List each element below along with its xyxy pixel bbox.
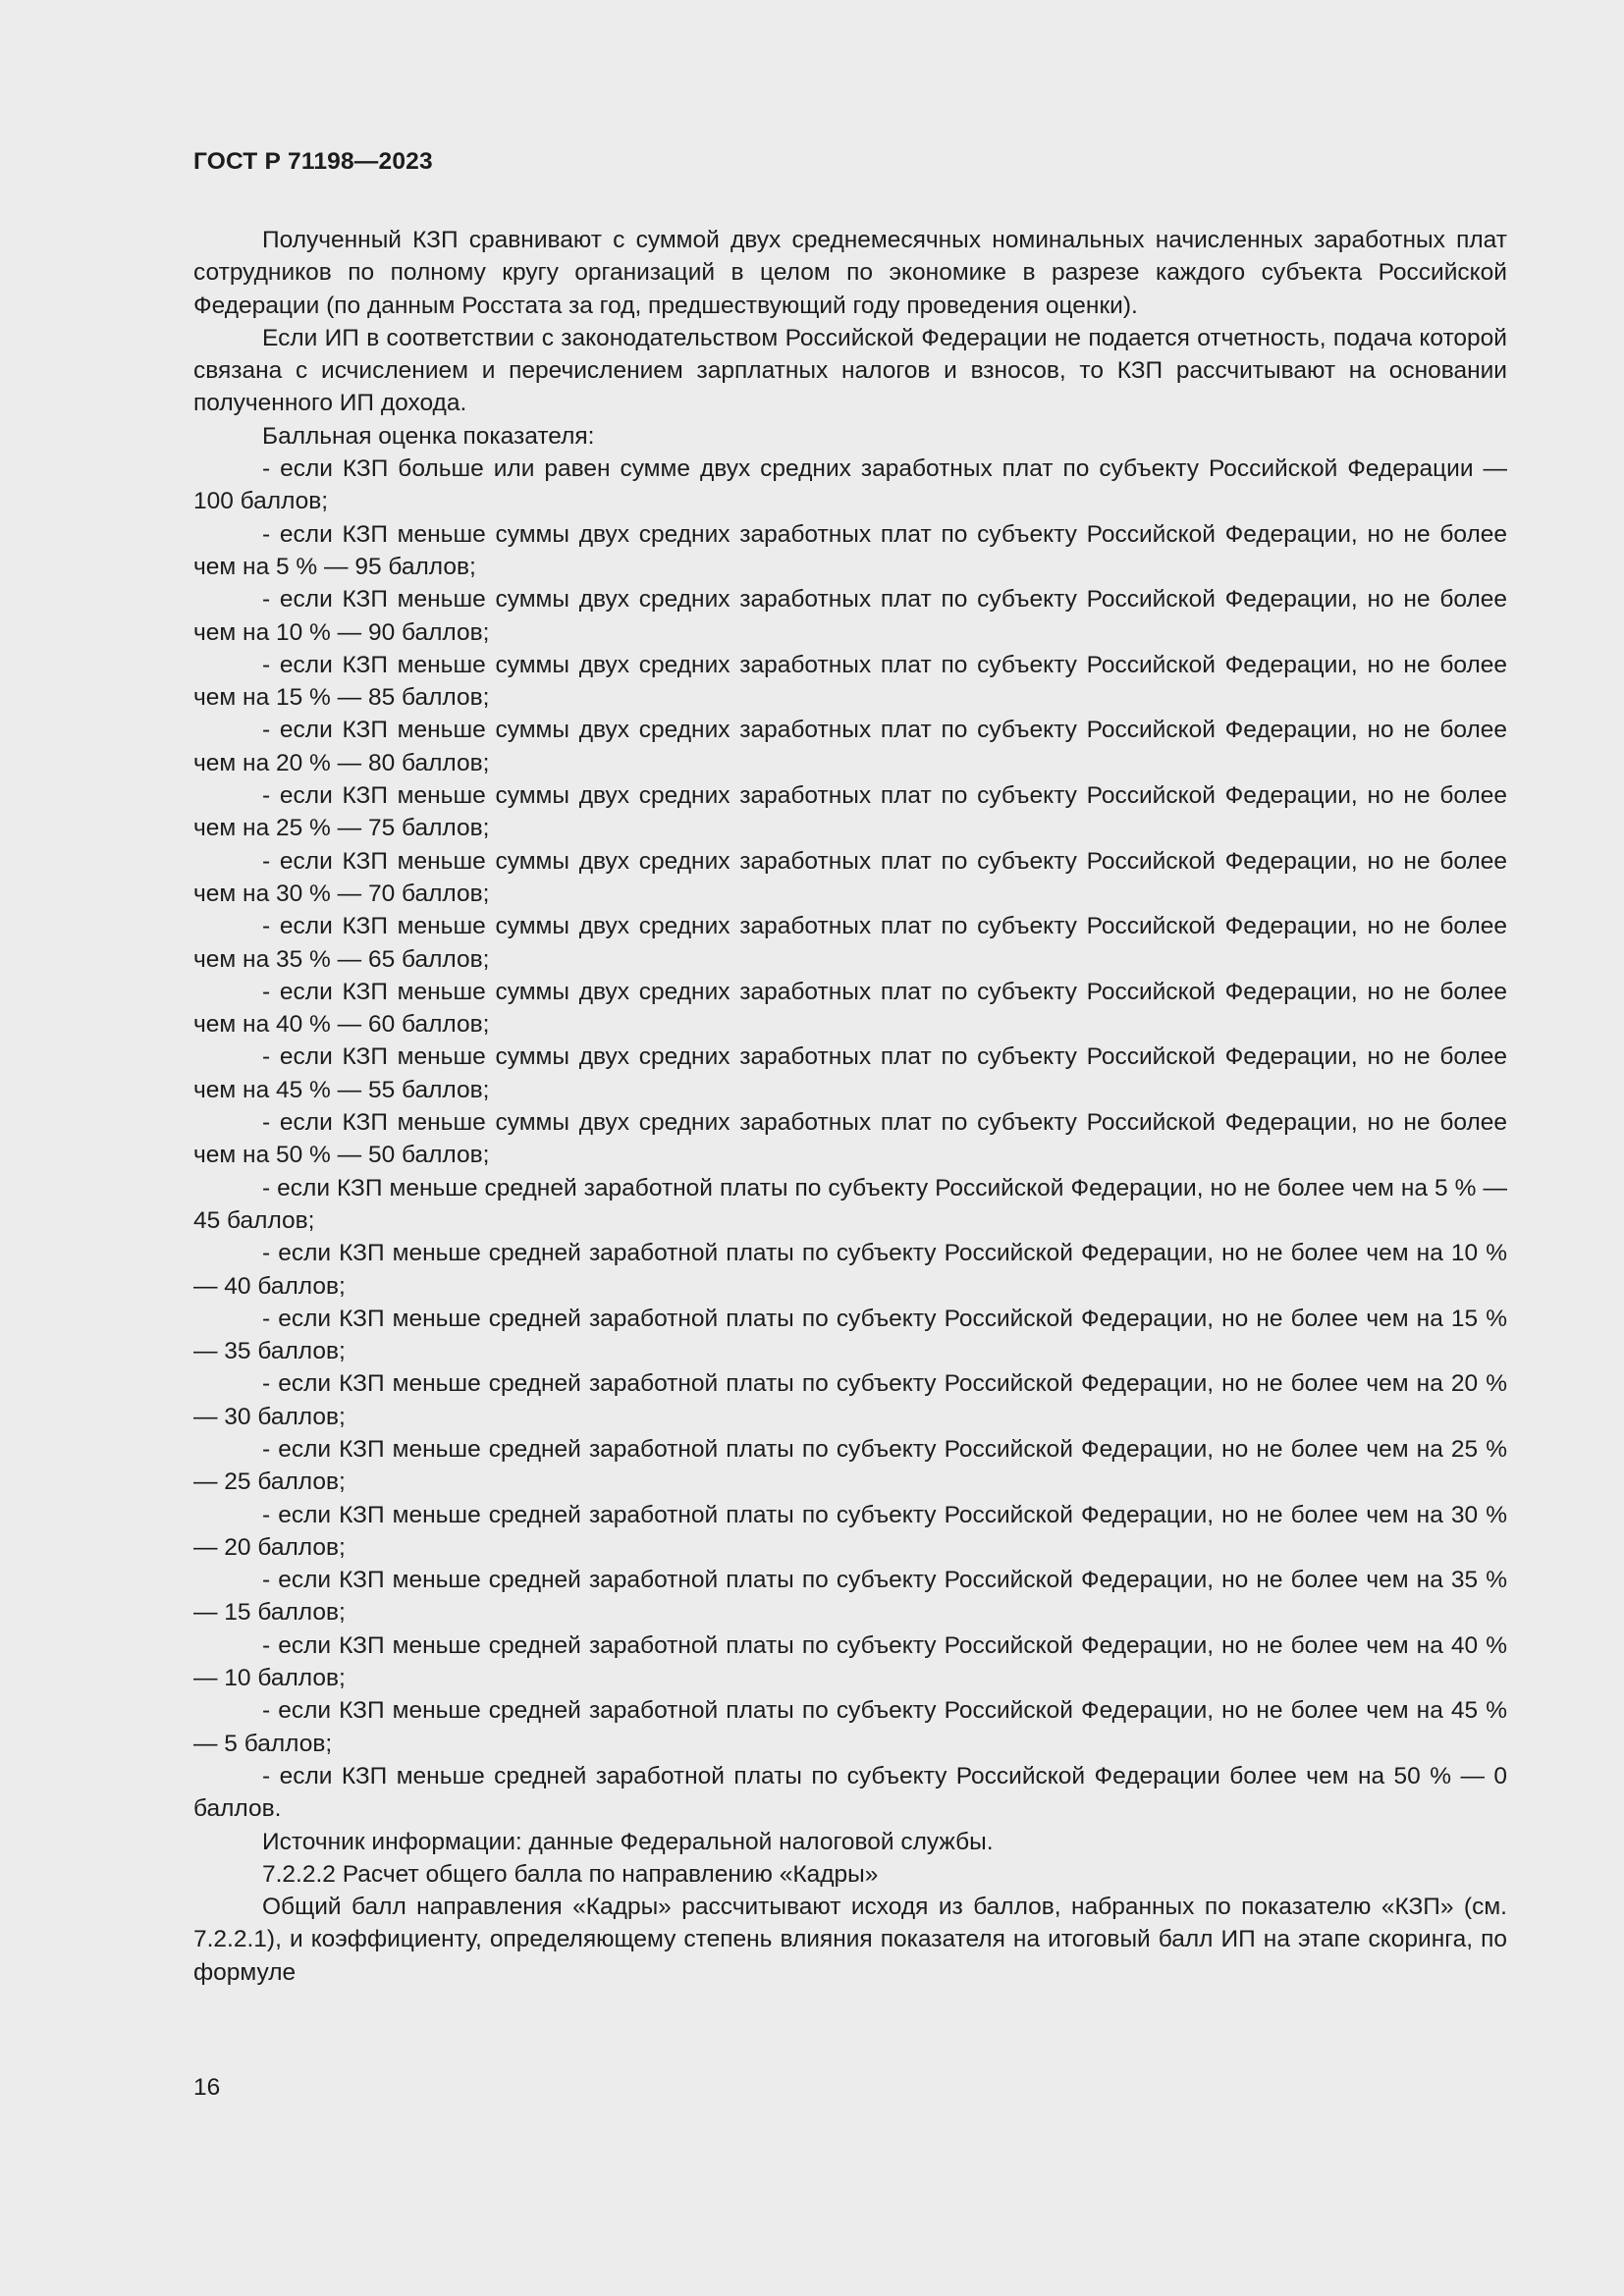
list-item: - если КЗП меньше суммы двух средних заработных плат по субъекту Российской Федерации, но не более чем на 25 % — 75 баллов;	[193, 782, 1507, 842]
list-item: - если КЗП меньше суммы двух средних заработных плат по субъекту Российской Федерации, но не более чем на 5 % — 95 баллов;	[193, 520, 1507, 580]
paragraph-info-source: Источник информации: данные Федеральной налоговой службы.	[262, 1828, 994, 1855]
list-item: - если КЗП меньше суммы двух средних заработных плат по субъекту Российской Федерации, но не более чем на 30 % — 70 баллов;	[193, 847, 1507, 907]
paragraph-no-reporting: Если ИП в соответствии с законодательством Российской Федерации не подается отчетность, подача которой связана с исчислением и перечислением зарплатных налогов и взносов, то КЗП рассчитывают на основании полученного ИП дохода.	[193, 324, 1507, 417]
list-item: - если КЗП меньше средней заработной платы по субъекту Российской Федерации, но не более чем на 30 % — 20 баллов;	[193, 1501, 1507, 1561]
list-item: - если КЗП больше или равен сумме двух средних заработных плат по субъекту Российской Федерации — 100 баллов;	[193, 455, 1507, 515]
list-item: - если КЗП меньше средней заработной платы по субъекту Российской Федерации, но не более чем на 35 % — 15 баллов;	[193, 1567, 1507, 1627]
list-item: - если КЗП меньше суммы двух средних заработных плат по субъекту Российской Федерации, но не более чем на 35 % — 65 баллов;	[193, 913, 1507, 973]
list-item: - если КЗП меньше средней заработной платы по субъекту Российской Федерации, но не более чем на 40 % — 10 баллов;	[193, 1631, 1507, 1692]
list-item: - если КЗП меньше суммы двух средних заработных плат по субъекту Российской Федерации, но не более чем на 10 % — 90 баллов;	[193, 586, 1507, 646]
list-item: - если КЗП меньше суммы двух средних заработных плат по субъекту Российской Федерации, но не более чем на 45 % — 55 баллов;	[193, 1043, 1507, 1103]
list-item: - если КЗП меньше средней заработной платы по субъекту Российской Федерации, но не более чем на 45 % — 5 баллов;	[193, 1697, 1507, 1757]
document-standard-code: ГОСТ Р 71198—2023	[193, 148, 433, 175]
list-item: - если КЗП меньше средней заработной платы по субъекту Российской Федерации, но не более чем на 10 % — 40 баллов;	[193, 1240, 1507, 1300]
list-item: - если КЗП меньше средней заработной платы по субъекту Российской Федерации более чем на 50 % — 0 баллов.	[193, 1762, 1507, 1823]
paragraph-total-score: Общий балл направления «Кадры» рассчитывают исходя из баллов, набранных по показателю «КЗП» (см. 7.2.2.1), и коэффициенту, определяющему степень влияния показателя на итоговый балл ИП на этапе скоринга, по формуле	[193, 1894, 1507, 1986]
list-item: - если КЗП меньше суммы двух средних заработных плат по субъекту Российской Федерации, но не более чем на 15 % — 85 баллов;	[193, 651, 1507, 712]
list-item: - если КЗП меньше средней заработной платы по субъекту Российской Федерации, но не более чем на 5 % — 45 баллов;	[193, 1174, 1507, 1234]
document-body	[193, 224, 1507, 1989]
list-item: - если КЗП меньше средней заработной платы по субъекту Российской Федерации, но не более чем на 20 % — 30 баллов;	[193, 1370, 1507, 1430]
list-item: - если КЗП меньше средней заработной платы по субъекту Российской Федерации, но не более чем на 15 % — 35 баллов;	[193, 1305, 1507, 1365]
list-item: - если КЗП меньше средней заработной платы по субъекту Российской Федерации, но не более чем на 25 % — 25 баллов;	[193, 1435, 1507, 1496]
page-number: 16	[193, 2074, 221, 2101]
paragraph-scoring-heading: Балльная оценка показателя:	[262, 422, 595, 450]
section-heading: 7.2.2.2 Расчет общего балла по направлению «Кадры»	[262, 1860, 879, 1888]
list-item: - если КЗП меньше суммы двух средних заработных плат по субъекту Российской Федерации, но не более чем на 20 % — 80 баллов;	[193, 717, 1507, 776]
paragraph-comparison: Полученный КЗП сравнивают с суммой двух среднемесячных номинальных начисленных заработных плат сотрудников по полному кругу организаций в целом по экономике в разрезе каждого субъекта Российской Федерации (по данным Росстата за год, предшествующий году проведения оценки).	[193, 227, 1507, 319]
list-item: - если КЗП меньше суммы двух средних заработных плат по субъекту Российской Федерации, но не более чем на 50 % — 50 баллов;	[193, 1109, 1507, 1169]
list-item: - если КЗП меньше суммы двух средних заработных плат по субъекту Российской Федерации, но не более чем на 40 % — 60 баллов;	[193, 978, 1507, 1039]
